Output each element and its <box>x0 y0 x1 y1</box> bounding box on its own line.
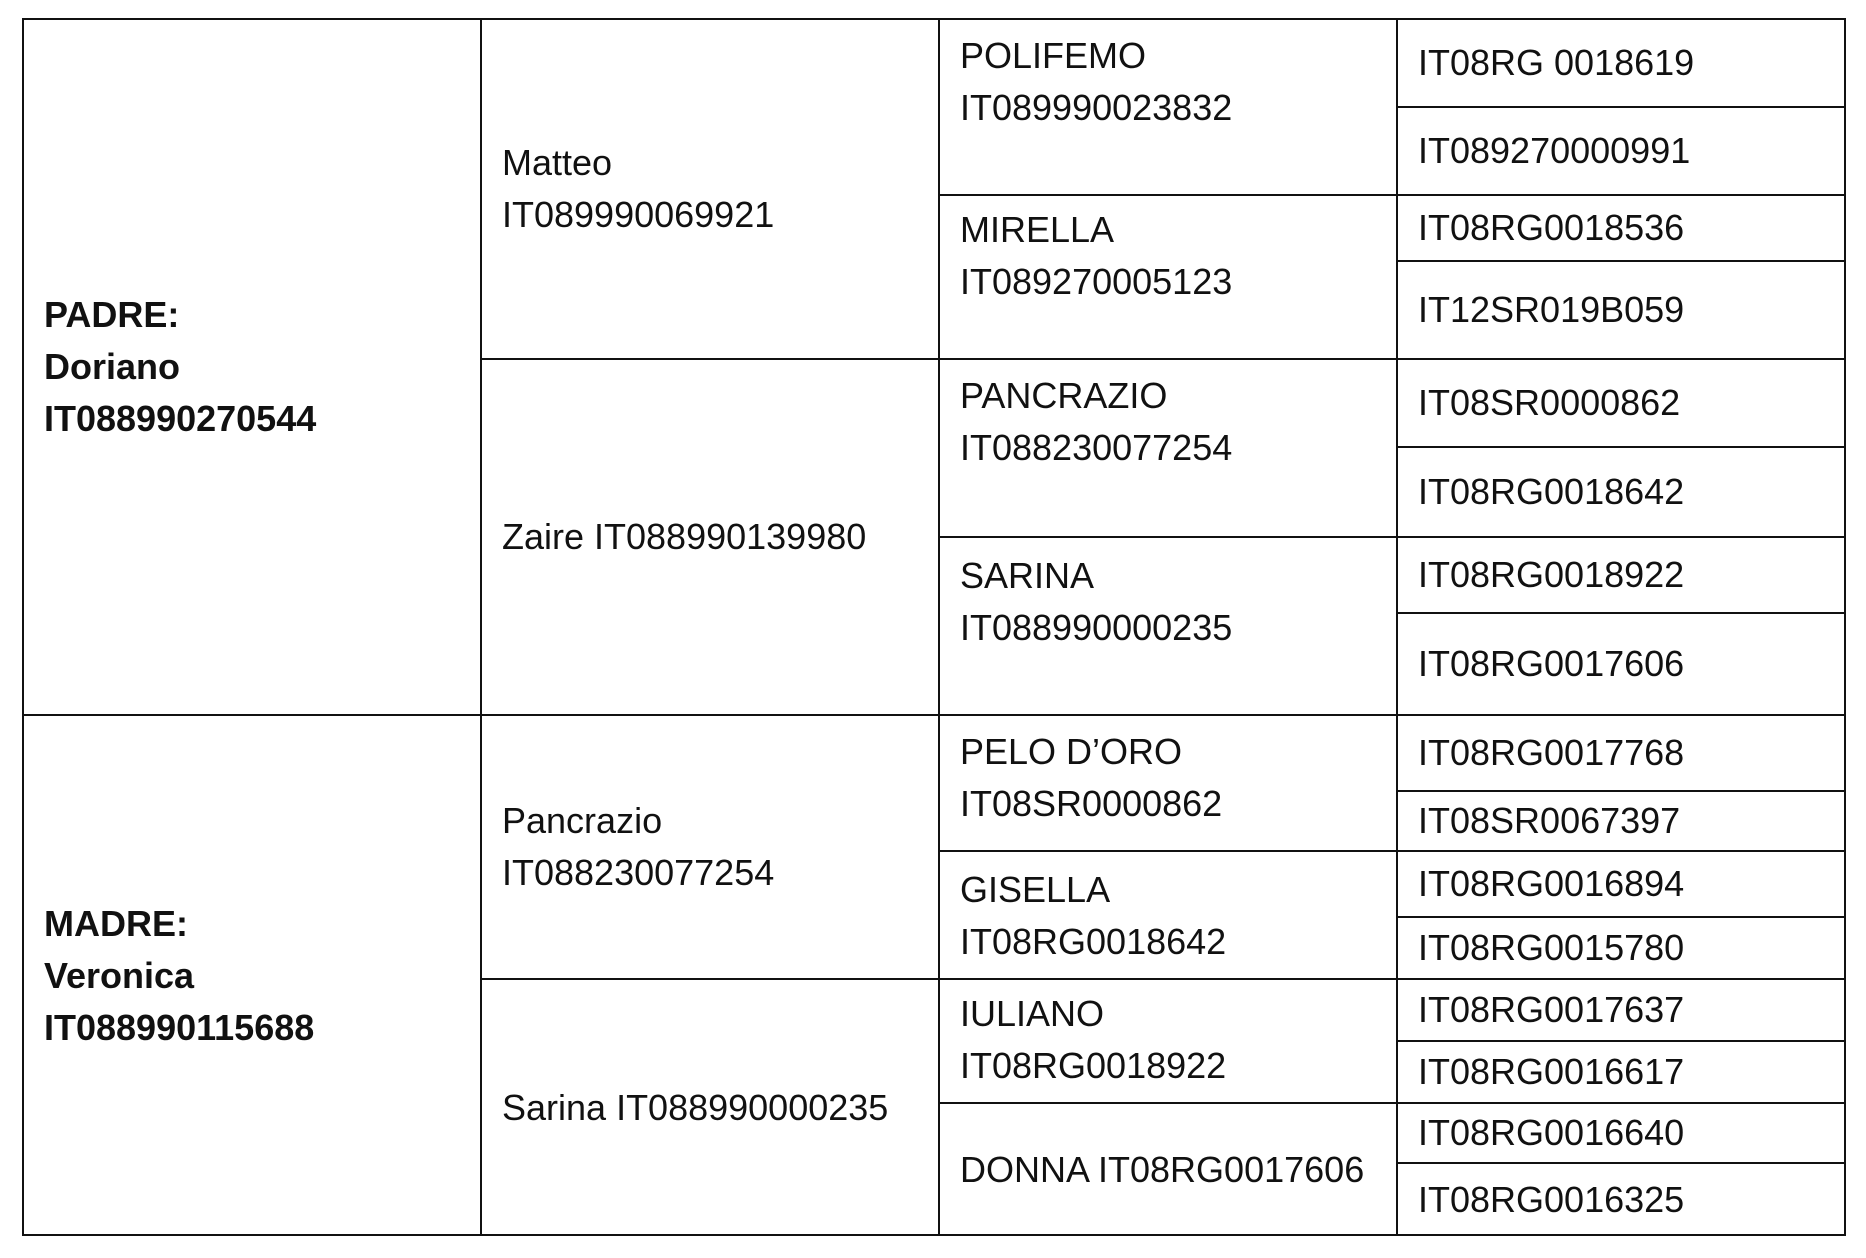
cell-ggp-6 <box>940 852 1398 980</box>
gggp-13-text: IT08RG0017637 <box>1418 989 1685 1030</box>
gggp-15-text: IT08RG0016640 <box>1418 1112 1685 1153</box>
gggp-4-text: IT12SR019B059 <box>1418 289 1685 330</box>
cell-gggp-16 <box>1398 1164 1846 1236</box>
cell-padre-sire <box>482 20 940 360</box>
cell-gggp-10 <box>1398 792 1846 852</box>
gggp-3-text: IT08RG0018536 <box>1418 207 1685 248</box>
padre-text: PADRE: Doriano IT088990270544 <box>44 294 317 439</box>
ggp-3-text: PANCRAZIO IT088230077254 <box>960 375 1233 468</box>
madre-dam-text: Sarina IT088990000235 <box>502 1087 889 1128</box>
cell-gggp-5 <box>1398 360 1846 448</box>
padre-dam-text: Zaire IT088990139980 <box>502 516 867 557</box>
ggp-8-text: DONNA IT08RG0017606 <box>960 1149 1365 1190</box>
cell-madre <box>24 716 482 1236</box>
ggp-5-text: PELO D’ORO IT08SR0000862 <box>960 731 1223 824</box>
gggp-12-text: IT08RG0015780 <box>1418 927 1685 968</box>
cell-gggp-15 <box>1398 1104 1846 1164</box>
ggp-4-text: SARINA IT088990000235 <box>960 555 1233 648</box>
cell-ggp-5 <box>940 716 1398 852</box>
cell-ggp-4 <box>940 538 1398 716</box>
cell-gggp-6 <box>1398 448 1846 538</box>
gggp-10-text: IT08SR0067397 <box>1418 800 1681 841</box>
gggp-7-text: IT08RG0018922 <box>1418 554 1685 595</box>
madre-sire-text: Pancrazio IT088230077254 <box>502 800 775 893</box>
cell-ggp-8 <box>940 1104 1398 1236</box>
ggp-6-text: GISELLA IT08RG0018642 <box>960 869 1227 962</box>
padre-sire-text: Matteo IT089990069921 <box>502 142 775 235</box>
gggp-11-text: IT08RG0016894 <box>1418 863 1685 904</box>
cell-padre <box>24 20 482 716</box>
cell-ggp-7 <box>940 980 1398 1104</box>
cell-ggp-2 <box>940 196 1398 360</box>
gggp-8-text: IT08RG0017606 <box>1418 643 1685 684</box>
cell-padre-dam <box>482 360 940 716</box>
cell-madre-sire <box>482 716 940 980</box>
cell-madre-dam <box>482 980 940 1236</box>
cell-gggp-11 <box>1398 852 1846 918</box>
gggp-16-text: IT08RG0016325 <box>1418 1179 1685 1220</box>
cell-gggp-8 <box>1398 614 1846 716</box>
gggp-14-text: IT08RG0016617 <box>1418 1051 1685 1092</box>
cell-gggp-3 <box>1398 196 1846 262</box>
cell-gggp-2 <box>1398 108 1846 196</box>
gggp-6-text: IT08RG0018642 <box>1418 471 1685 512</box>
pedigree-table <box>22 18 1846 1236</box>
gggp-5-text: IT08SR0000862 <box>1418 382 1681 423</box>
gggp-9-text: IT08RG0017768 <box>1418 732 1685 773</box>
ggp-1-text: POLIFEMO IT089990023832 <box>960 35 1233 128</box>
ggp-2-text: MIRELLA IT089270005123 <box>960 209 1233 302</box>
cell-gggp-13 <box>1398 980 1846 1042</box>
cell-gggp-9 <box>1398 716 1846 792</box>
ggp-7-text: IULIANO IT08RG0018922 <box>960 993 1227 1086</box>
cell-ggp-1 <box>940 20 1398 196</box>
gggp-2-text: IT089270000991 <box>1418 130 1691 171</box>
cell-gggp-12 <box>1398 918 1846 980</box>
cell-gggp-14 <box>1398 1042 1846 1104</box>
cell-ggp-3 <box>940 360 1398 538</box>
madre-text: MADRE: Veronica IT088990115688 <box>44 903 315 1048</box>
cell-gggp-7 <box>1398 538 1846 614</box>
gggp-1-text: IT08RG 0018619 <box>1418 42 1695 83</box>
cell-gggp-4 <box>1398 262 1846 360</box>
cell-gggp-1 <box>1398 20 1846 108</box>
